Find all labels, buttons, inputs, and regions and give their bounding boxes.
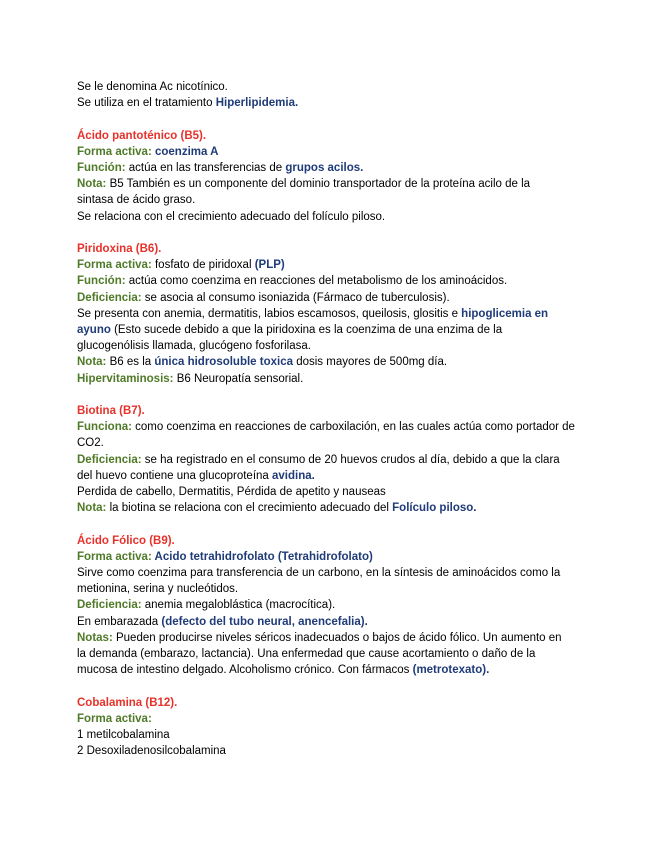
- extra-line: Se relaciona con el crecimiento adecuado del folículo piloso.: [77, 210, 386, 223]
- funcion-line: [77, 273, 577, 289]
- funcion-line: [77, 160, 577, 176]
- body-text: (Esto sucede debido a que la piridoxina es la coenzima de una enzima de la: [110, 324, 503, 337]
- section-b5: [77, 128, 577, 225]
- body-text: del huevo contiene una glucoproteína: [77, 469, 273, 482]
- deficiencia-line: [77, 597, 577, 613]
- body-text: actúa en las transferencias de: [125, 162, 286, 174]
- deficiencia-line: [77, 452, 577, 468]
- funciona-line: [77, 419, 577, 435]
- body-text: En embarazada: [77, 615, 162, 628]
- label: Notas:: [77, 631, 113, 644]
- forma-activa-label: Forma activa:: [77, 712, 152, 725]
- notas-line-3: [77, 662, 577, 678]
- list-item: 2 Desoxiladenosilcobalamina: [77, 745, 226, 758]
- highlight-text: hipoglicemia en: [461, 307, 549, 320]
- section-title: Ácido Fólico (B9).: [77, 534, 175, 547]
- forma-activa-line: [77, 144, 577, 160]
- label: Deficiencia:: [77, 291, 142, 304]
- forma-activa-line: [77, 257, 577, 273]
- highlight-text: ayuno: [77, 324, 111, 337]
- intro-text: Se utiliza en el tratamiento: [77, 97, 216, 110]
- label: Forma activa:: [77, 145, 152, 158]
- body-text: fosfato de piridoxal: [151, 259, 255, 272]
- body-text: dosis mayores de 500mg día.: [293, 356, 448, 369]
- nota-continuation: sintasa de ácido graso.: [77, 194, 196, 207]
- nota-line: [77, 500, 577, 516]
- body-text: actúa como coenzima en reacciones del metabolismo de los aminoácidos.: [125, 275, 508, 288]
- highlight-text: (metrotexato).: [412, 664, 490, 677]
- document-body: [77, 79, 577, 759]
- body-text: anemia megaloblástica (macrocítica).: [141, 599, 336, 612]
- section-title: Cobalamina (B12).: [77, 696, 178, 709]
- highlight-text: avidina.: [272, 469, 315, 482]
- section-title: Biotina (B7).: [77, 405, 145, 418]
- section-b12: [77, 695, 577, 760]
- section-b6: [77, 241, 577, 387]
- sirve-continuation: metionina, serina y nucleótidos.: [77, 583, 239, 596]
- label: Funciona:: [77, 421, 132, 434]
- notas-line: [77, 630, 577, 646]
- section-b7: [77, 403, 577, 516]
- presentacion-line: [77, 306, 577, 322]
- sirve-line: Sirve como coenzima para transferencia de un carbono, en la síntesis de aminoácidos como la: [77, 567, 561, 580]
- forma-activa-line: [77, 549, 577, 565]
- section-title: Piridoxina (B6).: [77, 243, 162, 255]
- body-text: como coenzima en reacciones de carboxilación, en las cuales actúa como portador de: [131, 421, 575, 434]
- hipervitaminosis-line: [77, 371, 577, 387]
- highlight-text: (defecto del tubo neural, anencefalia).: [161, 615, 368, 628]
- body-text: Se presenta con anemia, dermatitis, labios escamosos, queilosis, glositis e: [77, 307, 462, 320]
- funciona-continuation: CO2.: [77, 437, 104, 450]
- label: Nota:: [77, 178, 107, 191]
- deficiencia-line: [77, 290, 577, 306]
- label: Deficiencia:: [77, 599, 142, 612]
- body-text: se ha registrado en el consumo de 20 huevos crudos al día, debido a que la clara: [141, 453, 560, 466]
- highlight-text: coenzima A: [154, 145, 219, 158]
- highlight-text: (PLP): [254, 259, 285, 272]
- nota-line: [77, 176, 577, 192]
- deficiencia-continuation: [77, 468, 577, 484]
- highlight-text: Acido tetrahidrofolato (Tetrahidrofolato): [151, 550, 373, 563]
- body-text: B5 También es un componente del dominio transportador de la proteína acilo de la: [106, 178, 531, 191]
- highlight-text: grupos acilos.: [285, 162, 364, 174]
- label: Deficiencia:: [77, 453, 142, 466]
- presentacion-line-3: glucogenólisis llamada, glucógeno fosforilasa.: [77, 340, 311, 353]
- embarazada-line: [77, 614, 577, 630]
- body-text: mucosa de intestino delgado. Alcoholismo crónico. Con fármacos: [77, 664, 413, 677]
- body-text: B6 es la: [106, 356, 155, 369]
- list-item: 1 metilcobalamina: [77, 729, 170, 742]
- notas-line-2: la demanda (embarazo, lactancia). Una enfermedad que cause acortamiento o daño de la: [77, 648, 536, 661]
- highlight-text: Folículo piloso.: [392, 502, 477, 515]
- body-text: se asocia al consumo isoniazida (Fármaco de tuberculosis).: [141, 291, 450, 304]
- label: Nota:: [77, 502, 107, 515]
- presentacion-line-2: [77, 322, 577, 338]
- intro-text: Se le denomina Ac nicotínico.: [77, 81, 228, 93]
- label: Forma activa:: [77, 259, 152, 272]
- label: Función:: [77, 275, 126, 288]
- intro-line-1: [77, 79, 577, 95]
- body-text: Pueden producirse niveles séricos inadecuados o bajos de ácido fólico. Un aumento en: [112, 631, 562, 644]
- highlight-text: Hiperlipidemia.: [215, 97, 299, 110]
- label: Nota:: [77, 356, 107, 369]
- label: Función:: [77, 162, 126, 174]
- body-text: la biotina se relaciona con el crecimiento adecuado del: [106, 502, 393, 515]
- section-title: Ácido pantoténico (B5).: [77, 129, 207, 142]
- label: Forma activa:: [77, 550, 152, 563]
- body-text: B6 Neuropatía sensorial.: [173, 372, 304, 385]
- section-b9: [77, 533, 577, 679]
- highlight-text: única hidrosoluble toxica: [154, 356, 294, 369]
- label: Hipervitaminosis:: [77, 372, 174, 385]
- intro-line-2: [77, 95, 577, 111]
- nota-line: [77, 354, 577, 370]
- perdida-line: Perdida de cabello, Dermatitis, Pérdida de apetito y nauseas: [77, 486, 386, 499]
